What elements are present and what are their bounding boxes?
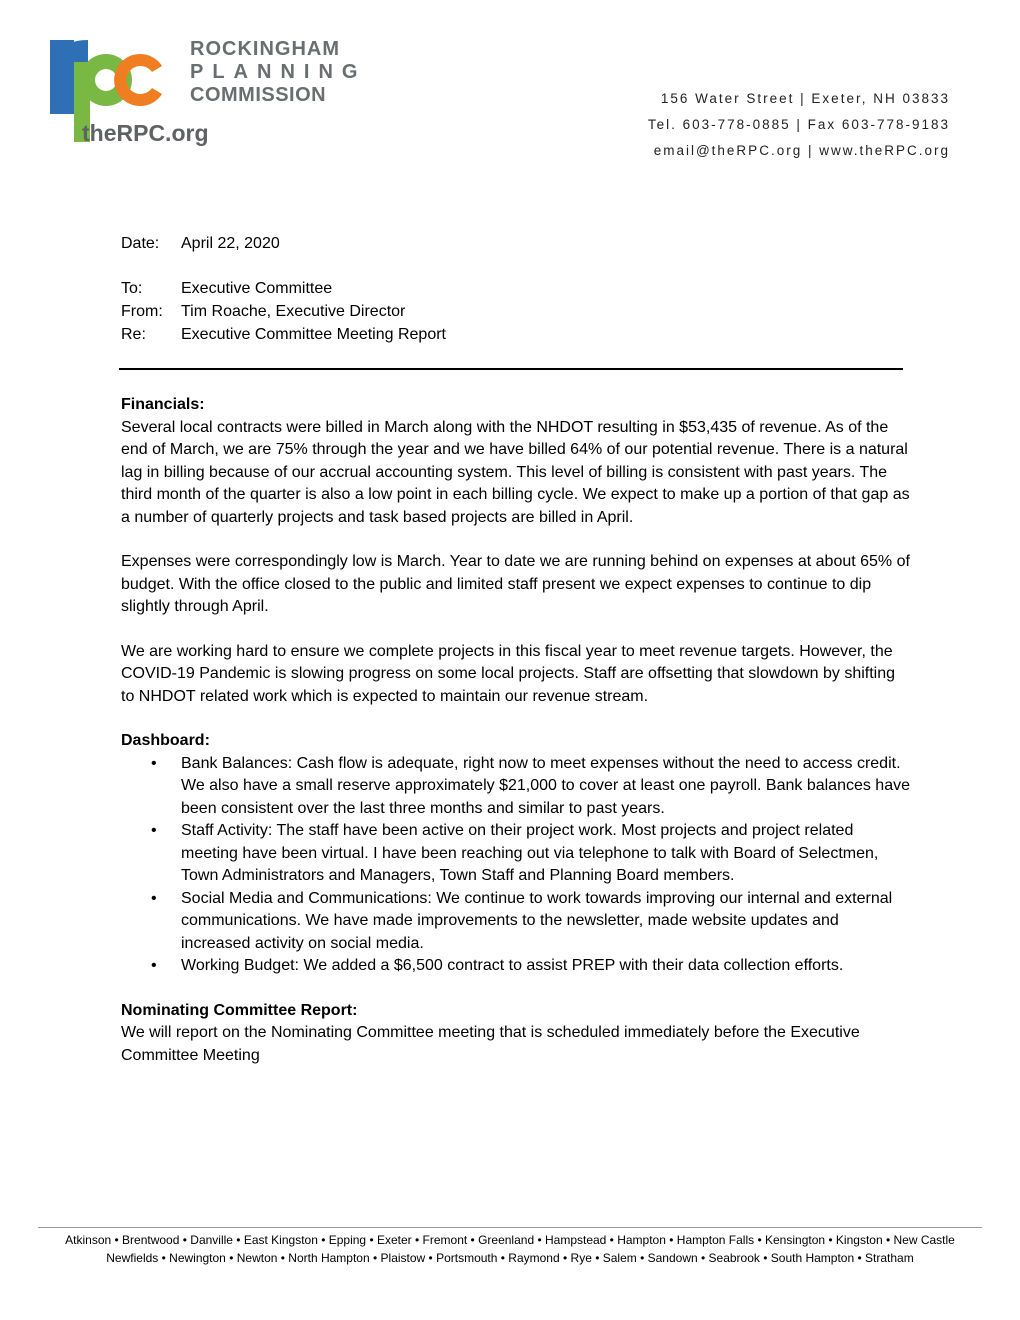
list-item-text: Staff Activity: The staff have been active on their project work. Most projects and project related meeting have been virtual. I have been reaching out via telephone to talk with Board of Selectmen, Town Administrators and Managers, Town Staff and Planning Board members. <box>181 822 879 884</box>
header-divider <box>119 368 903 370</box>
memo-to-row <box>121 277 446 300</box>
financials-paragraph-2: Expenses were correspondingly low is March. Year to date we are running behind on expenses at about 65% of budget. With the office closed to the public and limited staff present we expect expenses to continue to dip slightly through April. <box>121 553 910 615</box>
street-address: 156 Water Street | Exeter, NH 03833 <box>660 91 950 106</box>
rpc-logo <box>40 32 367 152</box>
email-web: email@theRPC.org | www.theRPC.org <box>653 143 950 158</box>
footer-towns: Atkinson • Brentwood • Danville • East Kingston • Epping • Exeter • Fremont • Greenland • Hampstead • Hampton • Hampton Falls • Kensington • Kingston • New Castle Newfields • Newington • Newton • North Hampton • Plaistow • Portsmouth • Raymond • Rye • Salem • Sandown • Seabrook • South Hampton • Stratham <box>65 1233 955 1265</box>
memo-header <box>121 232 446 346</box>
memo-from-row <box>121 300 446 323</box>
nominating-paragraph: We will report on the Nominating Committee meeting that is scheduled immediately before the Executive Committee Meeting <box>121 1024 860 1064</box>
date-value: April 22, 2020 <box>181 235 280 252</box>
financials-paragraph-1: Several local contracts were billed in March along with the NHDOT resulting in $53,435 of revenue. As of the end of March, we are 75% through the year and we have billed 64% of our potential revenue. There is a natural lag in billing because of our accrual accounting system. This level of billing is consistent with past years. The third month of the quarter is also a low point in each billing cycle. We expect to make up a portion of that gap as a number of quarterly projects and task based projects are billed in April. <box>121 418 910 526</box>
financials-heading: Financials: <box>121 396 205 413</box>
to-value: Executive Committee <box>181 280 333 297</box>
date-label: Date: <box>121 235 160 252</box>
dashboard-item-bank-balances <box>121 753 911 821</box>
nominating-heading: Nominating Committee Report: <box>121 1001 358 1019</box>
footer-divider <box>38 1227 982 1228</box>
dashboard-item-social-media <box>121 888 911 956</box>
list-item-text: Bank Balances: Cash flow is adequate, right now to meet expenses without the need to access credit. We also have a small reserve approximately $21,000 to cover at least one payroll. Bank balances have been consistent over the last three months and similar to past years. <box>181 754 910 817</box>
list-item-text: Social Media and Communications: We continue to work towards improving our internal and external communications. We have made improvements to the newsletter, made website updates and increased activity on social media. <box>181 889 893 952</box>
to-label: To: <box>121 280 143 297</box>
memo-re-row <box>121 323 446 346</box>
bullet-icon: • <box>151 822 157 839</box>
report-body <box>121 394 911 1089</box>
logo-url: theRPC.org <box>82 120 209 146</box>
bullet-icon: • <box>151 957 157 974</box>
organization-name <box>190 38 366 107</box>
dashboard-item-working-budget <box>121 955 911 978</box>
memo-date-row <box>121 232 446 255</box>
bullet-icon: • <box>151 889 157 907</box>
org-name-line3: COMMISSION <box>190 84 327 106</box>
from-value: Tim Roache, Executive Director <box>181 303 406 320</box>
bullet-icon: • <box>151 754 157 772</box>
org-name-line2: PLANNING <box>190 61 367 83</box>
phone-fax: Tel. 603-778-0885 | Fax 603-778-9183 <box>647 117 950 132</box>
from-label: From: <box>121 303 163 320</box>
contact-block <box>648 86 950 164</box>
dashboard-heading: Dashboard: <box>121 732 210 749</box>
list-item-text: Working Budget: We added a $6,500 contract to assist PREP with their data collection efforts. <box>181 957 844 974</box>
re-value: Executive Committee Meeting Report <box>181 326 446 343</box>
org-name-line1: ROCKINGHAM <box>190 38 340 60</box>
dashboard-list <box>121 753 911 978</box>
financials-paragraph-3: We are working hard to ensure we complete projects in this fiscal year to meet revenue targets. However, the COVID-19 Pandemic is slowing progress on some local projects. Staff are offsetting that slowdown by shifting to NHDOT related work which is expected to maintain our revenue stream. <box>121 642 896 705</box>
re-label: Re: <box>121 326 146 343</box>
dashboard-item-staff-activity <box>121 820 911 888</box>
